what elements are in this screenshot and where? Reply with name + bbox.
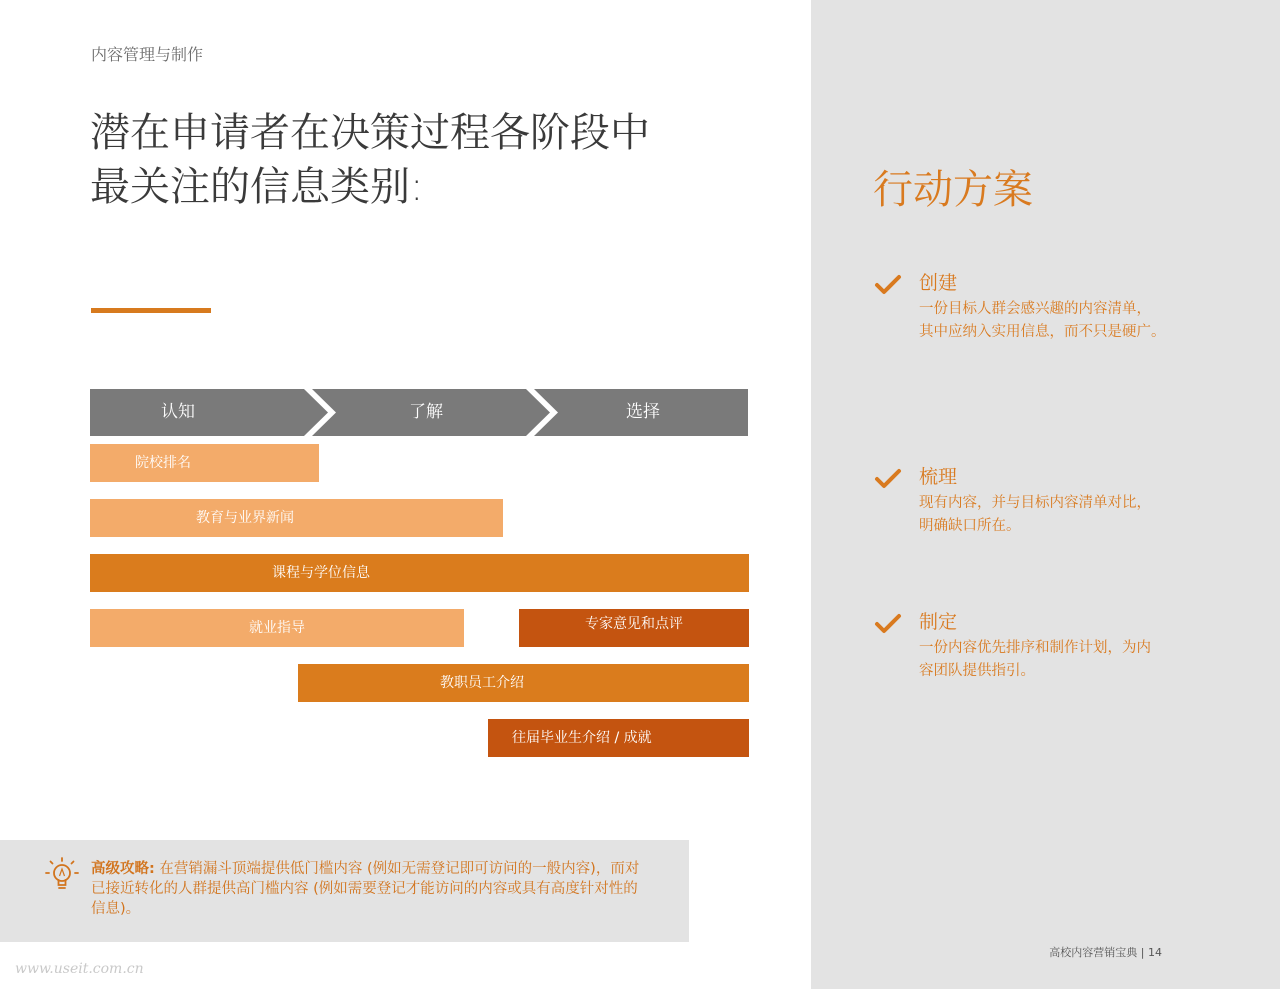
action-item-desc-line: 明确缺口所在。	[919, 518, 1021, 534]
bar-faculty	[298, 664, 749, 702]
bar-rankings-label: 院校排名	[135, 455, 191, 471]
watermark: www.useit.com.cn	[15, 961, 144, 977]
bar-experts-label: 专家意见和点评	[585, 616, 683, 632]
bar-courses-label: 课程与学位信息	[272, 565, 370, 581]
page-title-line-1: 潜在申请者在决策过程各阶段中	[90, 110, 650, 156]
pro-tip-label: 高级攻略:	[91, 861, 155, 877]
stage-label-decision: 选择	[626, 402, 660, 422]
check-icon	[873, 464, 903, 494]
pro-tip-body: 在营销漏斗顶端提供低门槛内容 (例如无需登记即可访问的一般内容)，而对已接近转化的人群提供高门槛内容 (例如需要登记才能访问的内容或具有高度针对性的信息)。	[91, 861, 640, 917]
action-item-description	[919, 298, 1189, 344]
bar-news-label: 教育与业界新闻	[196, 510, 294, 526]
action-item-heading: 梳理	[919, 466, 958, 488]
action-item-heading: 创建	[919, 272, 958, 294]
action-item-create	[873, 268, 1193, 348]
action-item-review	[873, 462, 1193, 542]
bar-experts	[519, 609, 749, 647]
check-icon	[873, 609, 903, 639]
lightbulb-icon	[44, 856, 80, 894]
bar-career	[90, 609, 464, 647]
action-item-desc-line: 一份内容优先排序和制作计划，为内	[919, 640, 1151, 656]
action-item-heading: 制定	[919, 611, 958, 633]
action-item-desc-line: 其中应纳入实用信息，而不只是硬广。	[919, 324, 1166, 340]
bar-courses	[90, 554, 749, 592]
action-item-description	[919, 637, 1189, 683]
action-item-description	[919, 492, 1189, 538]
action-plan-title: 行动方案	[873, 167, 1033, 213]
accent-divider	[91, 308, 211, 313]
stage-label-consideration: 了解	[409, 402, 443, 422]
page-title-line-2: 最关注的信息类别:	[90, 164, 424, 210]
action-item-desc-line: 现有内容，并与目标内容清单对比，	[919, 495, 1151, 511]
bar-alumni-label: 往届毕业生介绍 / 成就	[512, 730, 652, 746]
bar-career-label: 就业指导	[249, 620, 305, 636]
stage-label-awareness: 认知	[161, 402, 195, 422]
action-item-plan	[873, 607, 1193, 687]
check-icon	[873, 270, 903, 300]
bar-news	[90, 499, 503, 537]
bar-faculty-label: 教职员工介绍	[440, 675, 524, 691]
section-label: 内容管理与制作	[91, 45, 204, 64]
action-item-desc-line: 容团队提供指引。	[919, 663, 1035, 679]
action-item-desc-line: 一份目标人群会感兴趣的内容清单，	[919, 301, 1151, 317]
bar-rankings	[90, 444, 319, 482]
bar-alumni	[488, 719, 749, 757]
page-title	[90, 106, 770, 214]
pro-tip-text	[91, 859, 651, 919]
page-footer: 高校内容营销宝典 | 14	[1049, 946, 1162, 959]
